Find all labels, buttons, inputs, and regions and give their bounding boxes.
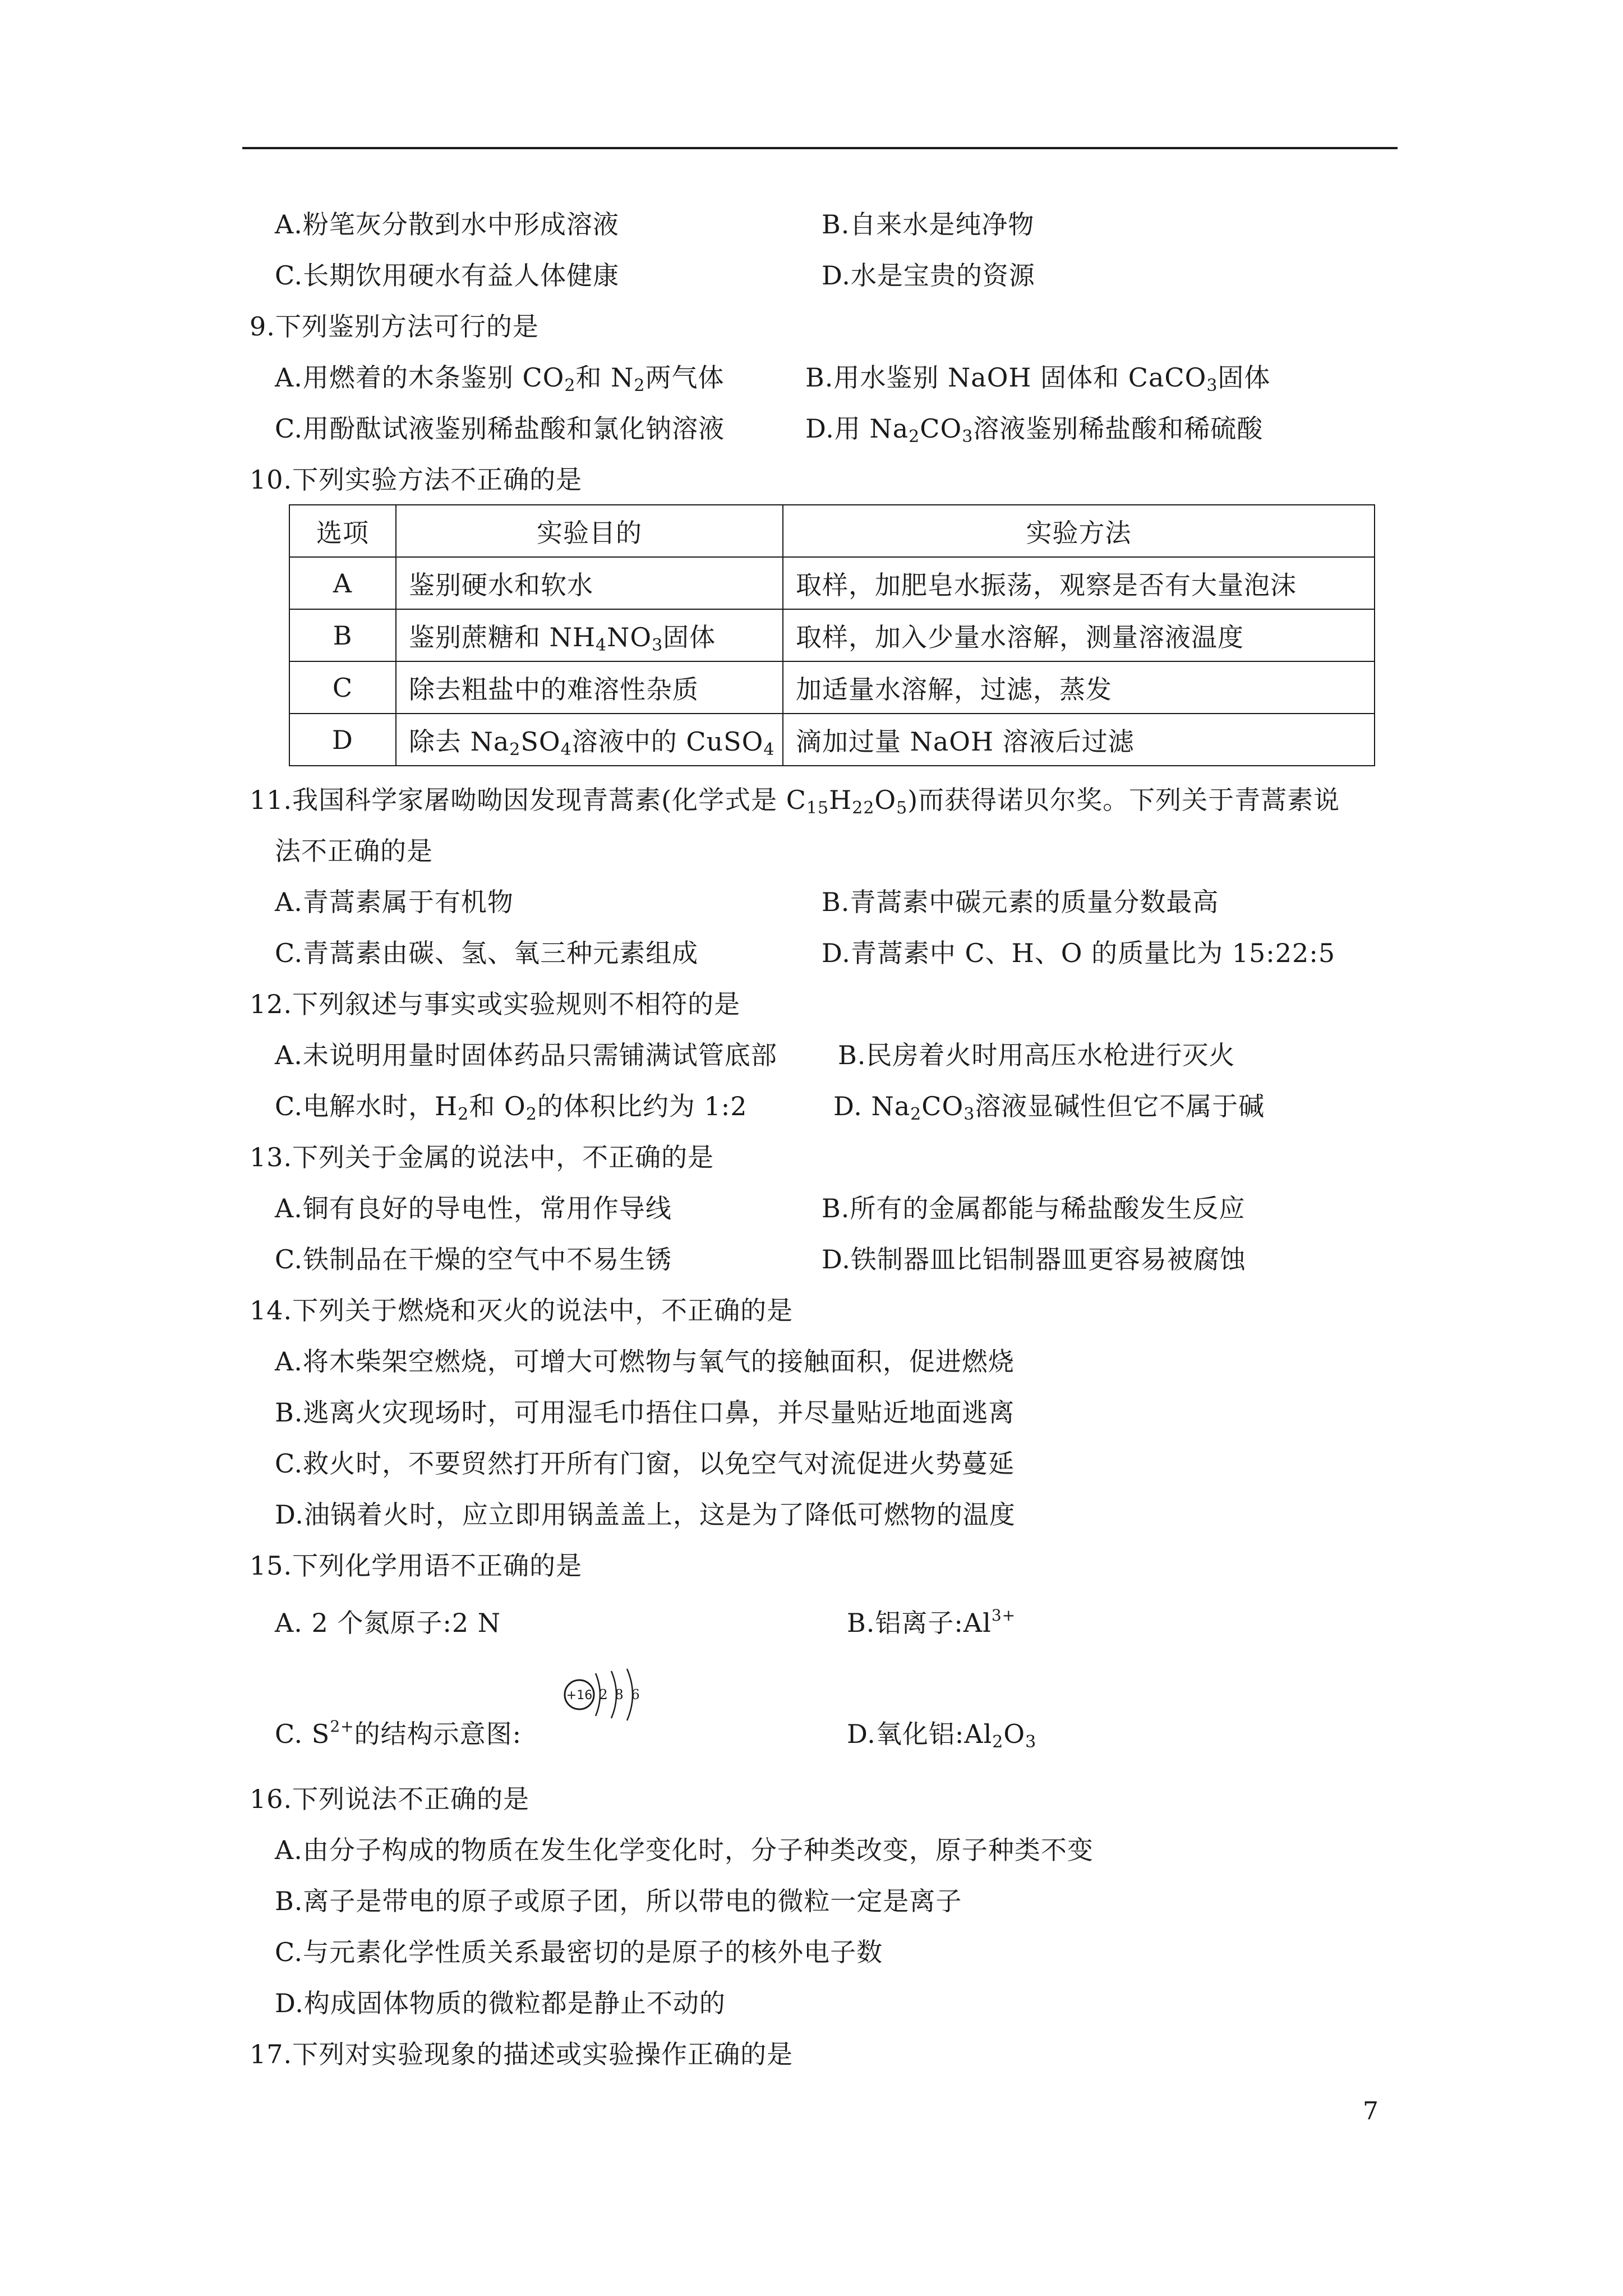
q17-stem: 17.下列对实验现象的描述或实验操作正确的是 bbox=[250, 2039, 794, 2069]
q13-option-d: D.铁制器皿比铝制器皿更容易被腐蚀 bbox=[822, 1244, 1246, 1274]
q15-stem: 15.下列化学用语不正确的是 bbox=[250, 1550, 583, 1581]
q11-stem-continued: 法不正确的是 bbox=[275, 836, 433, 866]
cell-option: B bbox=[289, 609, 396, 661]
sulfur-ion-structure-diagram bbox=[555, 1663, 667, 1731]
cell-method: 取样，加肥皂水振荡，观察是否有大量泡沫 bbox=[783, 557, 1375, 609]
shell-3-electrons: 6 bbox=[631, 1687, 640, 1703]
shell-1-electrons: 2 bbox=[599, 1687, 608, 1703]
q9-stem: 9.下列鉴别方法可行的是 bbox=[250, 311, 539, 342]
q8-option-d: D.水是宝贵的资源 bbox=[822, 260, 1035, 291]
q14-option-b: B.逃离火灾现场时，可用湿毛巾捂住口鼻，并尽量贴近地面逃离 bbox=[275, 1397, 1015, 1428]
table-row bbox=[289, 714, 1375, 766]
q10-stem: 10.下列实验方法不正确的是 bbox=[250, 464, 583, 495]
q16-option-b: B.离子是带电的原子或原子团，所以带电的微粒一定是离子 bbox=[275, 1886, 962, 1916]
page-number: 7 bbox=[1363, 2097, 1378, 2125]
q9-option-d: D.用 $Na_2CO_3$溶液鉴别稀盐酸和稀硫酸 bbox=[805, 413, 1264, 447]
q8-option-b: B.自来水是纯净物 bbox=[822, 209, 1035, 240]
q16-stem: 16.下列说法不正确的是 bbox=[250, 1784, 530, 1814]
cell-option: D bbox=[289, 714, 396, 766]
q14-option-d: D.油锅着火时，应立即用锅盖盖上，这是为了降低可燃物的温度 bbox=[275, 1499, 1016, 1530]
q9-option-a: A.用燃着的木条鉴别 $CO_2$和 $N_2$两气体 bbox=[275, 362, 725, 395]
q10-table bbox=[289, 504, 1375, 766]
q11-option-a: A.青蒿素属于有机物 bbox=[275, 887, 514, 917]
header-method: 实验方法 bbox=[783, 505, 1375, 557]
q14-stem: 14.下列关于燃烧和灭火的说法中，不正确的是 bbox=[250, 1295, 794, 1326]
table-row bbox=[289, 557, 1375, 609]
q16-option-c: C.与元素化学性质关系最密切的是原子的核外电子数 bbox=[275, 1937, 883, 1967]
q12-option-d: D. $Na_2CO_3$溶液显碱性但它不属于碱 bbox=[833, 1091, 1265, 1124]
cell-method: 取样，加入少量水溶解，测量溶液温度 bbox=[783, 609, 1375, 661]
cell-method: 滴加过量 NaOH 溶液后过滤 bbox=[783, 714, 1375, 766]
q16-option-d: D.构成固体物质的微粒都是静止不动的 bbox=[275, 1988, 726, 2018]
nucleus-charge: +16 bbox=[566, 1688, 593, 1703]
q15-option-d: D.氧化铝$:Al_2O_3$ bbox=[847, 1719, 1037, 1752]
cell-option: C bbox=[289, 661, 396, 714]
q12-option-a: A.未说明用量时固体药品只需铺满试管底部 bbox=[275, 1040, 777, 1070]
q9-option-c: C.用酚酞试液鉴别稀盐酸和氯化钠溶液 bbox=[275, 413, 725, 444]
cell-option: A bbox=[289, 557, 396, 609]
q11-option-d: D.青蒿素中 C、H、O 的质量比为 15:22:5 bbox=[822, 938, 1336, 968]
shell-2-electrons: 8 bbox=[615, 1687, 624, 1703]
q15-option-c: C. $S^{2+}$的结构示意图: bbox=[275, 1717, 522, 1749]
cell-goal: 除去粗盐中的难溶性杂质 bbox=[396, 661, 783, 714]
table-header-row bbox=[289, 505, 1375, 557]
q8-option-a: A.粉笔灰分散到水中形成溶液 bbox=[275, 209, 619, 240]
q13-option-c: C.铁制品在干燥的空气中不易生锈 bbox=[275, 1244, 672, 1274]
q14-option-a: A.将木柴架空燃烧，可增大可燃物与氧气的接触面积，促进燃烧 bbox=[275, 1346, 1015, 1377]
cell-goal: 鉴别硬水和软水 bbox=[396, 557, 783, 609]
cell-method: 加适量水溶解，过滤，蒸发 bbox=[783, 661, 1375, 714]
table-row bbox=[289, 661, 1375, 714]
q11-option-b: B.青蒿素中碳元素的质量分数最高 bbox=[822, 887, 1219, 917]
cell-goal: 鉴别蔗糖和 $NH_4NO_3$固体 bbox=[396, 609, 783, 661]
q13-option-b: B.所有的金属都能与稀盐酸发生反应 bbox=[822, 1193, 1246, 1223]
table-row bbox=[289, 609, 1375, 661]
q12-option-b: B.民房着火时用高压水枪进行灭火 bbox=[838, 1040, 1235, 1070]
q8-option-c: C.长期饮用硬水有益人体健康 bbox=[275, 260, 620, 291]
q13-stem: 13.下列关于金属的说法中，不正确的是 bbox=[250, 1142, 714, 1172]
q14-option-c: C.救火时，不要贸然打开所有门窗，以免空气对流促进火势蔓延 bbox=[275, 1448, 1015, 1479]
q13-option-a: A.铜有良好的导电性，常用作导线 bbox=[275, 1193, 672, 1223]
q9-option-b: B.用水鉴别 NaOH 固体和 CaCO$_3$固体 bbox=[805, 362, 1271, 395]
q12-option-c: C.电解水时，$H_2$和 $O_2$的体积比约为 1:2 bbox=[275, 1091, 748, 1124]
header-option: 选项 bbox=[289, 505, 396, 557]
q11-stem: 11.我国科学家屠呦呦因发现青蒿素(化学式是 $C_{15}H_{22}O_5$)而获得诺贝尔奖。下列关于青蒿素说 bbox=[250, 785, 1340, 818]
q15-option-a: A. 2 个氮原子:2 N bbox=[275, 1608, 501, 1638]
q16-option-a: A.由分子构成的物质在发生化学变化时，分子种类改变，原子种类不变 bbox=[275, 1835, 1094, 1865]
cell-goal: 除去 $Na_2SO_4$溶液中的 CuSO$_4$ bbox=[396, 714, 783, 766]
header-rule bbox=[242, 147, 1398, 149]
q15-option-b: B.铝离子$:Al^{3+}$ bbox=[847, 1606, 1016, 1638]
header-goal: 实验目的 bbox=[396, 505, 783, 557]
q11-option-c: C.青蒿素由碳、氢、氧三种元素组成 bbox=[275, 938, 699, 968]
q12-stem: 12.下列叙述与事实或实验规则不相符的是 bbox=[250, 989, 741, 1019]
